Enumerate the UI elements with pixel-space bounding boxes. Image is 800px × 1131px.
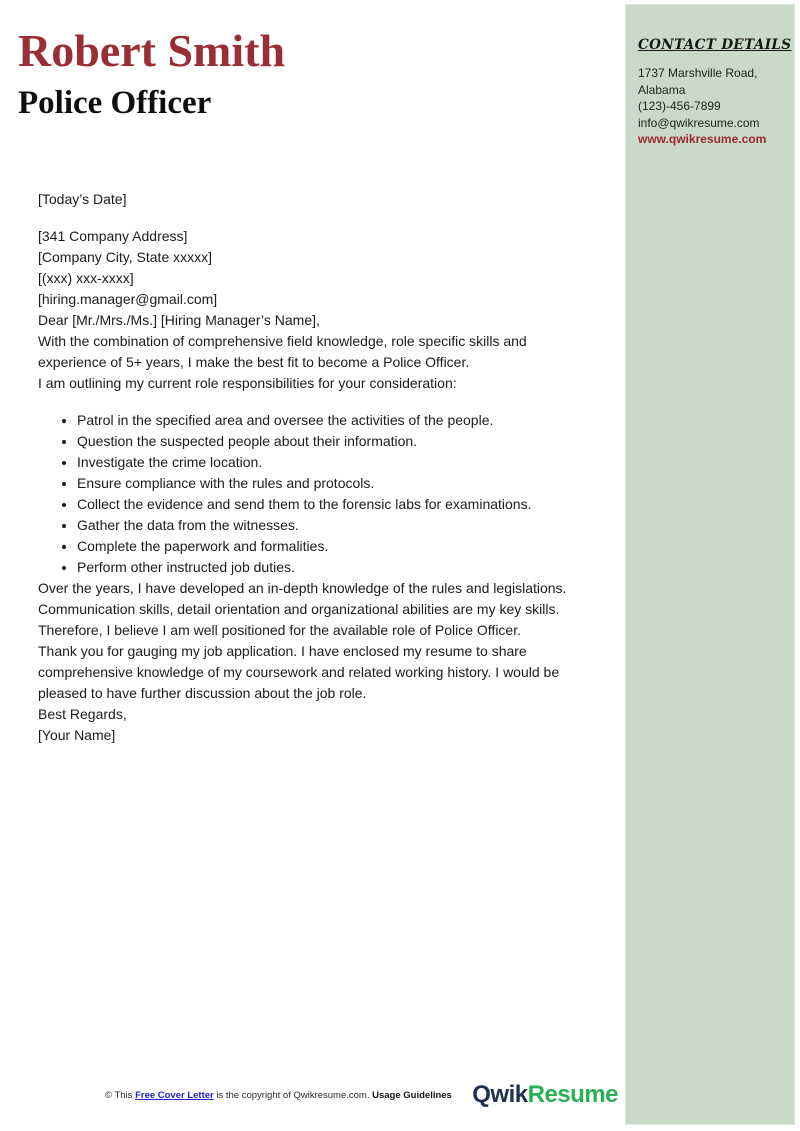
contact-website-link[interactable]: www.qwikresume.com: [638, 132, 767, 146]
signature-placeholder: [Your Name]: [38, 727, 116, 743]
copyright-prefix: © This: [105, 1089, 136, 1101]
company-address-block: [38, 226, 596, 310]
person-title: Police Officer: [18, 85, 212, 121]
copyright-text: [105, 1090, 452, 1101]
salutation: Dear [Mr./Mrs./Ms.] [Hiring Manager’s Name],: [38, 312, 320, 328]
usage-guidelines-link[interactable]: Usage Guidelines: [372, 1089, 452, 1101]
qwikresume-logo[interactable]: [472, 1081, 618, 1109]
closing-line: Best Regards,: [38, 706, 127, 722]
intro-paragraph: With the combination of comprehensive field knowledge, role specific skills and experience of 5+ years, I make the best fit to become a Police Officer.: [38, 333, 527, 370]
page-footer: [105, 1081, 618, 1109]
contact-address-line-2: Alabama: [638, 82, 686, 97]
free-cover-letter-link[interactable]: Free Cover Letter: [135, 1089, 214, 1101]
responsibility-item: • Collect the evidence and send them to the forensic labs for examinations.: [77, 494, 596, 515]
contact-lines: [638, 65, 784, 148]
contact-email: info@qwikresume.com: [638, 115, 760, 130]
person-name: Robert Smith: [18, 25, 286, 76]
responsibilities-list: [38, 410, 596, 578]
contact-panel: [625, 4, 795, 1125]
company-address-line: [341 Company Address]: [38, 228, 188, 244]
responsibility-item: • Complete the paperwork and formalities.: [77, 536, 596, 557]
experience-paragraph: Over the years, I have developed an in-depth knowledge of the rules and legislations. Communication skills, detail orientation and organizational abilities are my key skills. Therefore, I believe I am well positioned for the available role of Police Officer.: [38, 580, 567, 638]
contact-heading: CONTACT DETAILS: [638, 37, 792, 53]
responsibility-item: • Perform other instructed job duties.: [77, 557, 596, 578]
letter-date: [Today’s Date]: [38, 191, 127, 207]
thanks-paragraph: Thank you for gauging my job application. I have enclosed my resume to share comprehensive knowledge of my coursework and related working history. I would be pleased to have further discussion about the job role.: [38, 643, 560, 701]
outline-lead: I am outlining my current role responsibilities for your consideration:: [38, 375, 457, 391]
responsibility-item: • Patrol in the specified area and oversee the activities of the people.: [77, 410, 596, 431]
contact-phone: (123)-456-7899: [638, 99, 721, 113]
logo-resume-text: Resume: [527, 1081, 618, 1108]
company-address-line: [Company City, State xxxxx]: [38, 249, 213, 265]
copyright-middle: is the copyright of Qwikresume.com.: [213, 1089, 373, 1101]
logo-qwik-text: Qwik: [472, 1081, 528, 1108]
responsibility-item: • Investigate the crime location.: [77, 452, 596, 473]
contact-address-line-1: 1737 Marshville Road,: [638, 66, 758, 80]
company-address-line: [(xxx) xxx-xxxx]: [38, 270, 134, 286]
company-address-line: [hiring.manager@gmail.com]: [38, 291, 218, 307]
responsibility-item: • Ensure compliance with the rules and protocols.: [77, 473, 596, 494]
letter-body: [38, 189, 596, 746]
responsibility-item: • Gather the data from the witnesses.: [77, 515, 596, 536]
responsibility-item: • Question the suspected people about their information.: [77, 431, 596, 452]
